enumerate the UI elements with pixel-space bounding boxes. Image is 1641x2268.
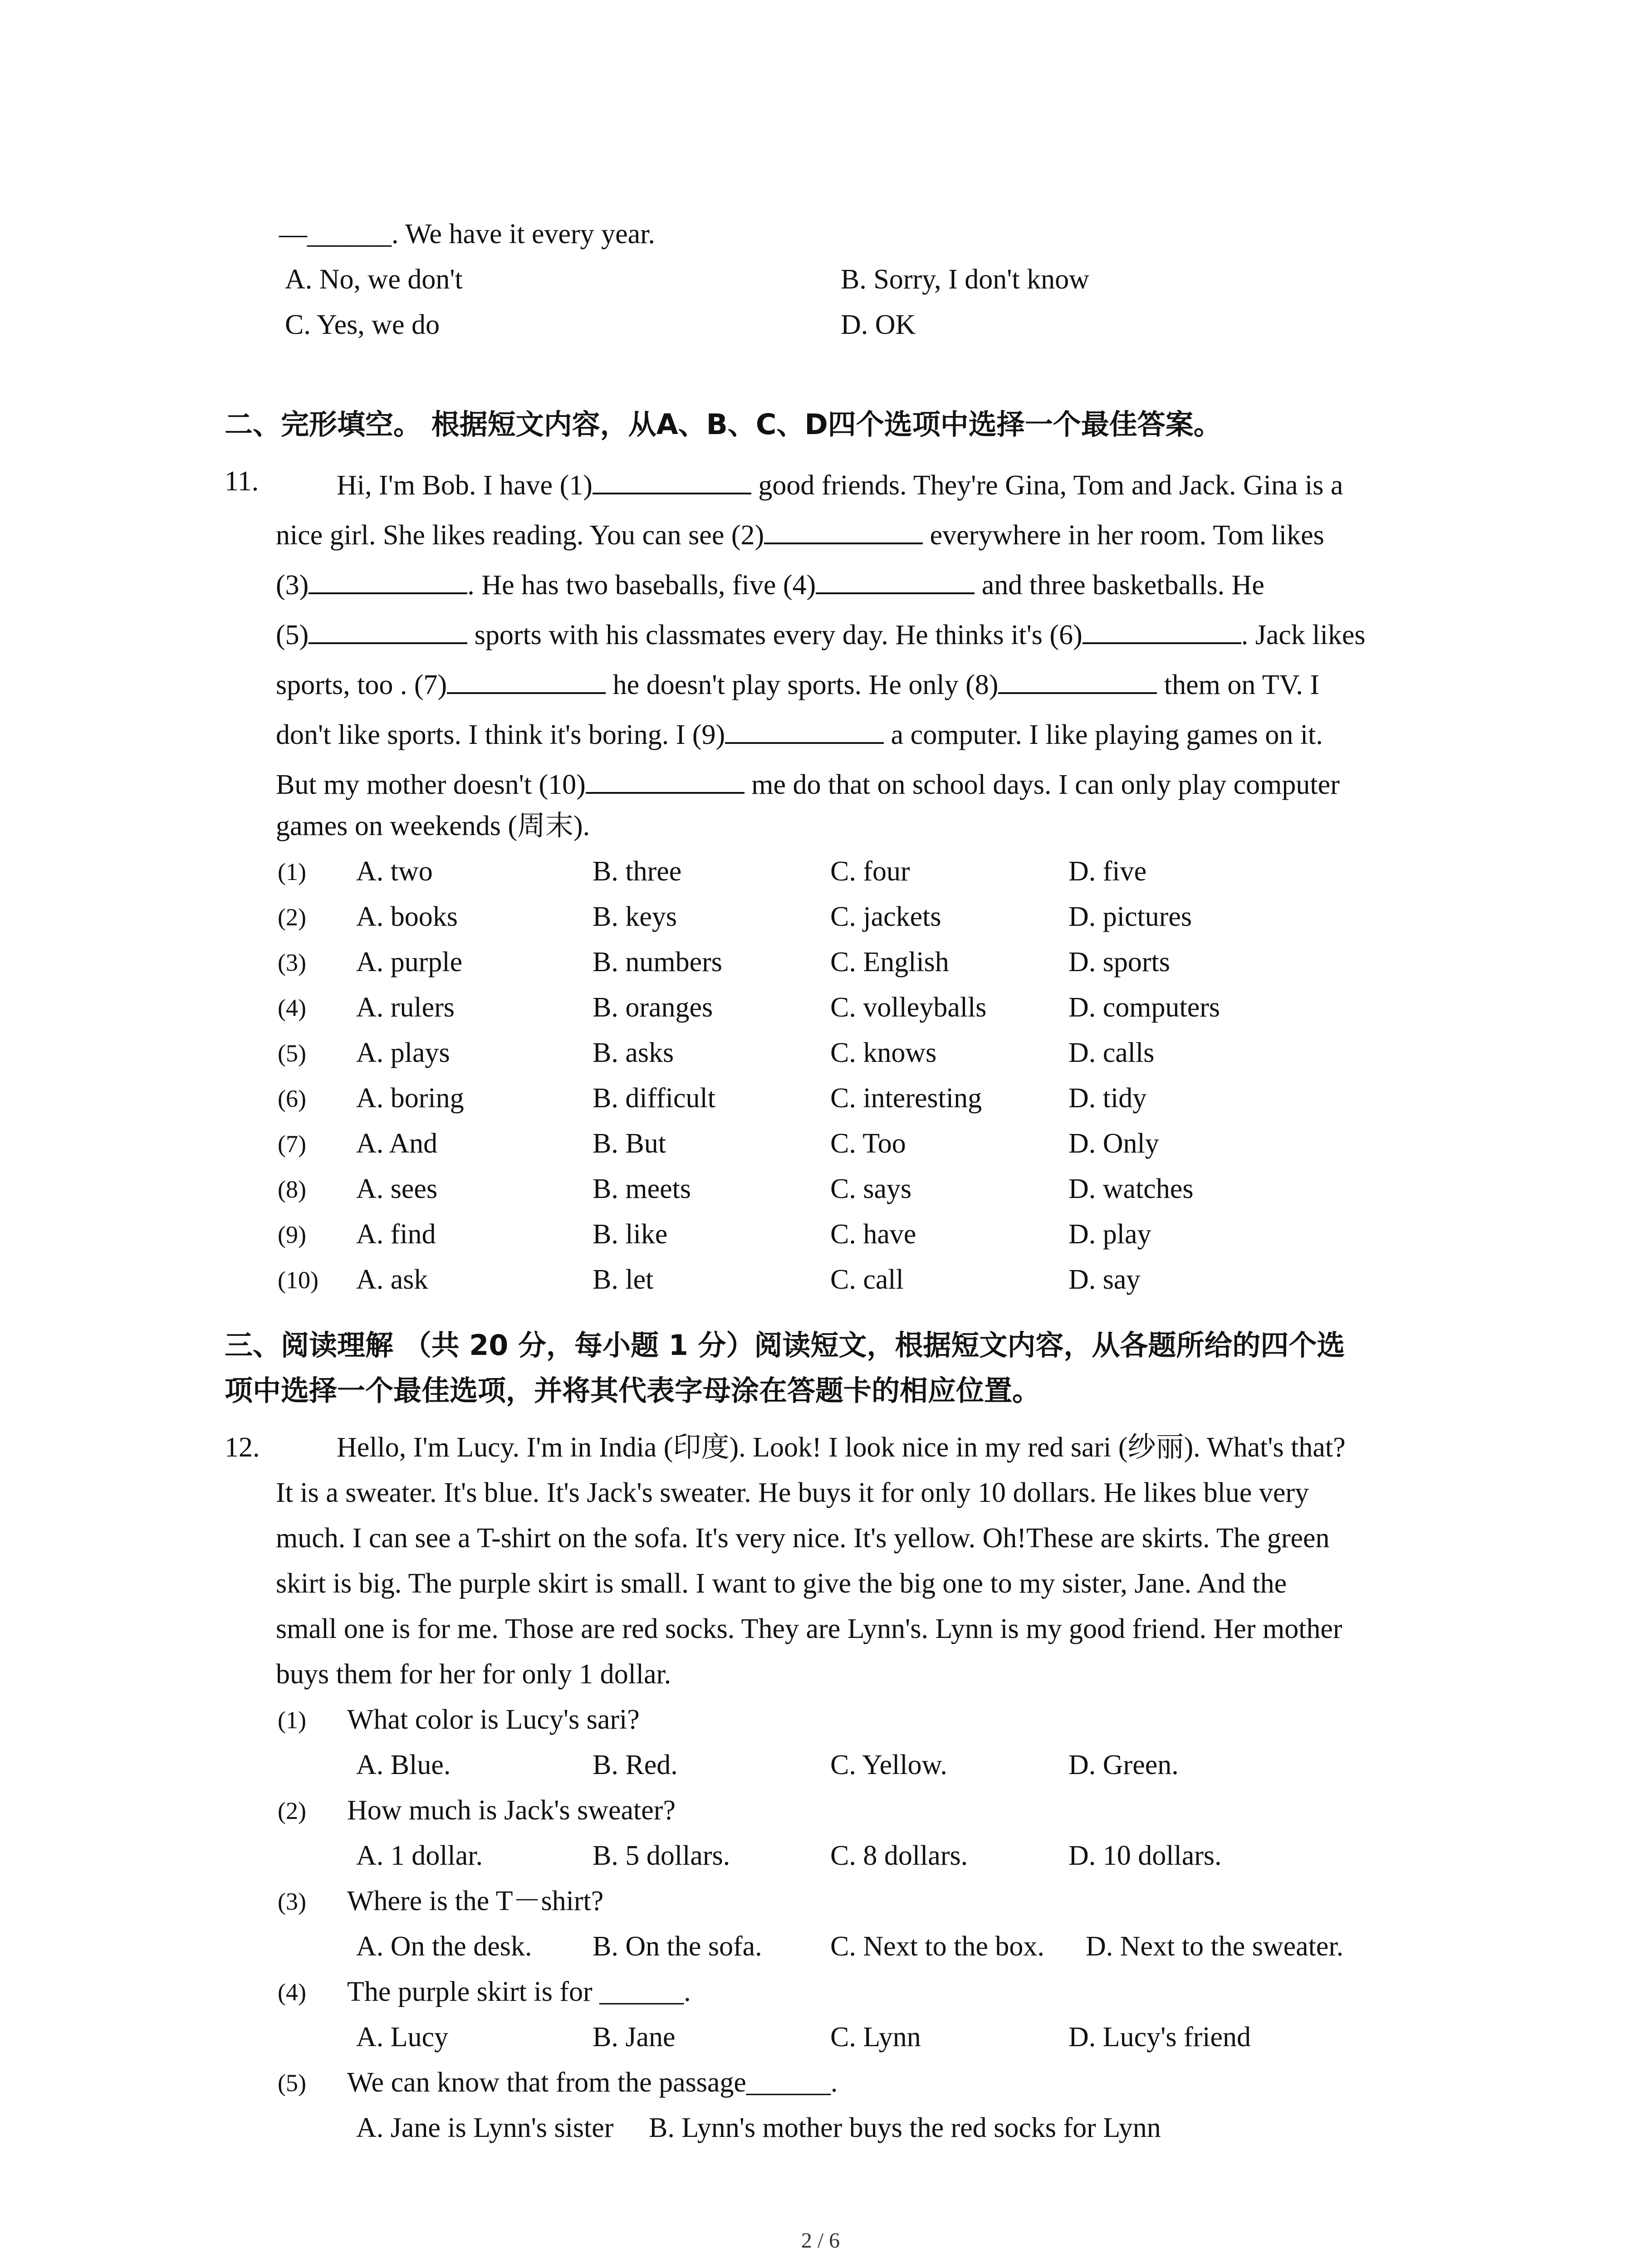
cloze-option: A. rulers [356,992,455,1023]
cloze-option: B. like [593,1219,668,1250]
page-number: 2 / 6 [801,2229,840,2253]
reading-option: C. Lynn [830,2022,921,2053]
cloze-blank [309,567,467,594]
section2-heading: 二、完形填空。 根据短文内容，从A、B、C、D四个选项中选择一个最佳答案。 [225,408,1222,441]
cloze-passage-line: sports, too . (7) he doesn't play sports. He only (8) them on TV. I [276,667,1319,699]
cloze-option: A. two [356,856,433,887]
top-option-b: B. Sorry, I don't know [841,264,1089,295]
cloze-option: C. English [830,947,949,978]
cloze-question-number: (3) [278,949,306,976]
cloze-option: A. sees [356,1173,438,1204]
cloze-option: A. plays [356,1037,450,1068]
reading-option: B. On the sofa. [593,1931,762,1962]
cloze-blank [593,467,751,494]
cloze-passage-line: nice girl. She likes reading. You can see (2) everywhere in her room. Tom likes [276,517,1324,549]
cloze-blank [764,517,923,544]
reading-passage-line: buys them for her for only 1 dollar. [276,1659,671,1690]
cloze-option: B. let [593,1264,654,1295]
reading-question-stem: Where is the T－shirt? [347,1886,604,1916]
cloze-blank [725,717,884,744]
reading-option: C. Next to the box. [830,1931,1044,1962]
cloze-option: D. five [1068,856,1147,887]
reading-passage-line: small one is for me. Those are red socks. They are Lynn's. Lynn is my good friend. Her mother [276,1613,1342,1644]
reading-option: D. 10 dollars. [1068,1840,1222,1871]
cloze-question-number: (1) [278,858,306,885]
cloze-passage-line: (5) sports with his classmates every day. He thinks it's (6) . Jack likes [276,617,1366,649]
cloze-question-number: (8) [278,1176,306,1203]
reading-question-number: (1) [278,1706,306,1734]
cloze-option: C. Too [830,1128,906,1159]
cloze-question-number: (5) [278,1040,306,1067]
cloze-option: B. asks [593,1037,674,1068]
reading-passage-line: much. I can see a T-shirt on the sofa. It's very nice. It's yellow. Oh!These are skirts. The green [276,1523,1330,1554]
cloze-question-number: (6) [278,1085,306,1112]
cloze-option: C. says [830,1173,912,1204]
cloze-option: A. ask [356,1264,428,1295]
reading-passage-line: It is a sweater. It's blue. It's Jack's sweater. He buys it for only 10 dollars. He likes blue very [276,1477,1309,1508]
cloze-option: B. meets [593,1173,691,1204]
cloze-option: D. say [1068,1264,1141,1295]
cloze-blank [816,567,975,594]
top-option-c: C. Yes, we do [285,309,440,340]
reading-option: D. Lucy's friend [1068,2022,1251,2053]
top-option-a: A. No, we don't [285,264,463,295]
question-11-number: 11. [225,466,259,497]
cloze-option: A. books [356,901,458,932]
cloze-passage-line: Hi, I'm Bob. I have (1) good friends. They're Gina, Tom and Jack. Gina is a [337,467,1343,499]
cloze-option: D. calls [1068,1037,1155,1068]
reading-question-stem: We can know that from the passage______. [347,2067,838,2098]
reading-passage-line: skirt is big. The purple skirt is small. I want to give the big one to my sister, Jane. And the [276,1568,1287,1599]
cloze-question-number: (4) [278,994,306,1022]
cloze-option: A. And [356,1128,438,1159]
reading-question-number: (2) [278,1797,306,1824]
cloze-option: D. sports [1068,947,1170,978]
cloze-passage-line: (3) . He has two baseballs, five (4) and three basketballs. He [276,567,1264,599]
cloze-option: B. But [593,1128,666,1159]
reading-option: D. Next to the sweater. [1086,1931,1344,1962]
reading-question-stem: The purple skirt is for ______. [347,1976,691,2007]
cloze-option: D. play [1068,1219,1151,1250]
reading-option: D. Green. [1068,1750,1179,1780]
cloze-option: C. four [830,856,910,887]
reading-question-stem: What color is Lucy's sari? [347,1704,640,1735]
section3-heading-line2: 项中选择一个最佳选项，并将其代表字母涂在答题卡的相应位置。 [225,1374,1041,1407]
cloze-question-number: (10) [278,1266,318,1294]
cloze-blank [586,767,745,794]
cloze-passage-line: games on weekends (周末). [276,811,590,841]
cloze-blank [1083,617,1241,644]
cloze-option: D. watches [1068,1173,1194,1204]
cloze-blank [998,667,1157,694]
reading-passage-line: Hello, I'm Lucy. I'm in India (印度). Look! I look nice in my red sari (纱丽). What's that? [337,1432,1346,1463]
cloze-question-number: (9) [278,1221,306,1248]
reading-option: B. Red. [593,1750,678,1780]
cloze-passage-line: don't like sports. I think it's boring. I (9) a computer. I like playing games on it. [276,717,1323,749]
reading-option: A. Lucy [356,2022,449,2053]
cloze-option: B. numbers [593,947,722,978]
reading-question-stem: How much is Jack's sweater? [347,1795,676,1826]
cloze-option: B. three [593,856,682,887]
reading-option: C. Yellow. [830,1750,947,1780]
top-question-stem: —______. We have it every year. [279,219,655,249]
reading-option: A. Blue. [356,1750,451,1780]
reading-option: A. On the desk. [356,1931,532,1962]
reading-option: C. 8 dollars. [830,1840,968,1871]
cloze-blank [309,617,467,644]
reading-option: B. Lynn's mother buys the red socks for Lynn [649,2112,1161,2143]
cloze-option: A. purple [356,947,463,978]
cloze-option: A. boring [356,1083,464,1114]
question-12-number: 12. [225,1432,260,1463]
cloze-option: C. knows [830,1037,937,1068]
cloze-question-number: (2) [278,904,306,931]
reading-question-number: (3) [278,1888,306,1915]
cloze-option: C. volleyballs [830,992,987,1023]
reading-option: A. Jane is Lynn's sister [356,2112,614,2143]
cloze-option: B. oranges [593,992,713,1023]
cloze-option: A. find [356,1219,436,1250]
reading-option: B. Jane [593,2022,676,2053]
cloze-question-number: (7) [278,1130,306,1158]
reading-question-number: (4) [278,1979,306,2006]
cloze-option: C. call [830,1264,904,1295]
cloze-option: D. pictures [1068,901,1192,932]
cloze-option: D. computers [1068,992,1220,1023]
cloze-option: B. keys [593,901,677,932]
top-option-d: D. OK [841,309,916,340]
cloze-option: C. have [830,1219,916,1250]
cloze-option: C. jackets [830,901,941,932]
cloze-passage-line: But my mother doesn't (10) me do that on school days. I can only play computer [276,767,1340,799]
cloze-option: B. difficult [593,1083,715,1114]
cloze-blank [447,667,606,694]
cloze-option: C. interesting [830,1083,982,1114]
section3-heading-line1: 三、阅读理解 （共 20 分，每小题 1 分）阅读短文，根据短文内容，从各题所给的四个选 [225,1329,1345,1362]
reading-option: B. 5 dollars. [593,1840,730,1871]
cloze-option: D. tidy [1068,1083,1147,1114]
cloze-option: D. Only [1068,1128,1159,1159]
reading-question-number: (5) [278,2069,306,2097]
reading-option: A. 1 dollar. [356,1840,483,1871]
